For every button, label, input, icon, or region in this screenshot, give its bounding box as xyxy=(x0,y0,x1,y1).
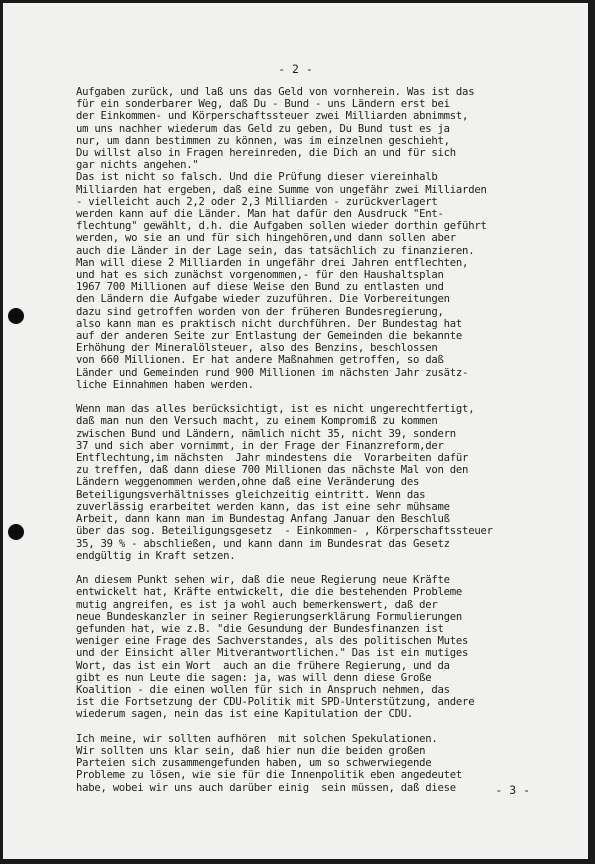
text-line: endgültig in Kraft setzen. xyxy=(76,549,236,562)
text-line: habe, wobei wir uns auch darüber einig sein müssen, daß diese xyxy=(76,781,456,794)
text-line: Parteien sich zusammengefunden haben, um so schwerwiegende xyxy=(76,757,432,770)
text-line: wiederum sagen, nein das ist eine Kapitulation der CDU. xyxy=(76,708,414,721)
text-line: Wir sollten uns klar sein, daß hier nun die beiden großen xyxy=(76,744,426,757)
document-page xyxy=(3,3,588,859)
text-line: von 660 Millionen. Er hat andere Maßnahmen getroffen, so daß xyxy=(76,354,444,367)
text-line: der Einkommen- und Körperschaftssteuer zwei Milliarden abnimmst, xyxy=(76,110,469,123)
text-line: Koalition - die einen wollen für sich in Anspruch nehmen, das xyxy=(76,683,450,696)
text-line: Arbeit, dann kann man im Bundestag Anfang Januar den Beschluß xyxy=(76,513,450,526)
text-line: gefunden hat, wie z.B. "die Gesundung der Bundesfinanzen ist xyxy=(76,622,444,635)
text-line: ist die Fortsetzung der CDU-Politik mit SPD-Unterstützung, andere xyxy=(76,696,475,709)
text-line: 35, 39 % - abschließen, und kann dann im Bundesrat das Gesetz xyxy=(76,537,450,550)
text-line: Man will diese 2 Milliarden in ungefähr drei Jahren entflechten, xyxy=(76,256,469,269)
text-line: Du willst also in Fragen hereinreden, die Dich an und für sich xyxy=(76,147,456,160)
text-line: um uns nachher wiederum das Geld zu geben, Du Bund tust es ja xyxy=(76,122,450,135)
text-line: weniger eine Frage des Sachverstandes, als des politischen Mutes xyxy=(76,635,469,648)
text-line: über das sog. Beteiligungsgesetz - Einkommen- , Körperschaftssteuer xyxy=(76,525,493,538)
text-line: Aufgaben zurück, und laß uns das Geld von vornherein. Was ist das xyxy=(76,86,475,98)
text-line: und hat es sich zunächst vorgenommen,- für den Haushaltsplan xyxy=(76,269,444,282)
text-line: Wort, das ist ein Wort auch an die frühere Regierung, und da xyxy=(76,659,450,672)
text-line: werden kann auf die Länder. Man hat dafür den Ausdruck "Ent- xyxy=(76,208,444,221)
text-line: für ein sonderbarer Weg, daß Du - Bund - uns Ländern erst bei xyxy=(76,98,450,111)
text-line: mutig angreifen, es ist ja wohl auch bemerkenswert, daß der xyxy=(76,598,438,611)
text-line: nur, um dann bestimmen zu können, was im einzelnen geschieht, xyxy=(76,134,450,147)
text-line: zuverlässig erarbeitet werden kann, das ist eine sehr mühsame xyxy=(76,500,450,513)
text-line: 1967 700 Millionen auf diese Weise den Bund zu entlasten und xyxy=(76,281,444,294)
page-number: - 2 - xyxy=(278,62,313,76)
punch-hole-top xyxy=(8,308,24,324)
text-line: gar nichts angehen." xyxy=(76,159,199,172)
text-line: Milliarden hat ergeben, daß eine Summe von ungefähr zwei Milliarden xyxy=(76,183,487,196)
paragraph xyxy=(76,86,576,391)
text-line: flechtung" gewählt, d.h. die Aufgaben sollen wieder dorthin geführt xyxy=(76,220,487,233)
paragraph xyxy=(76,574,576,720)
text-line: Das ist nicht so falsch. Und die Prüfung dieser viereinhalb xyxy=(76,171,438,184)
text-line: Erhöhung der Mineralölsteuer, also des Benzins, beschlossen xyxy=(76,342,438,355)
text-line: Beteiligungsverhältnisses gleichzeitig eintritt. Wenn das xyxy=(76,488,426,501)
text-line: dazu sind getroffen worden von der früheren Bundesregierung, xyxy=(76,305,444,318)
punch-hole-bottom xyxy=(8,524,24,540)
text-line: Wenn man das alles berücksichtigt, ist es nicht ungerechtfertigt, xyxy=(76,403,475,416)
text-line: und der Einsicht aller Mitverantwortlichen." Das ist ein mutiges xyxy=(76,647,469,660)
text-line: liche Einnahmen haben werden. xyxy=(76,378,254,391)
text-line: An diesem Punkt sehen wir, daß die neue Regierung neue Kräfte xyxy=(76,574,450,587)
text-line: entwickelt hat, Kräfte entwickelt, die die bestehenden Probleme xyxy=(76,586,463,599)
text-line: zu treffen, daß dann diese 700 Millionen das nächste Mal von den xyxy=(76,464,469,477)
text-line: Entflechtung,im nächsten Jahr mindestens die Vorarbeiten dafür xyxy=(76,452,469,465)
text-line: zwischen Bund und Ländern, nämlich nicht 35, nicht 39, sondern xyxy=(76,427,456,440)
text-line: den Ländern die Aufgabe wieder zuzuführen. Die Vorbereitungen xyxy=(76,293,450,306)
text-line: neue Bundeskanzler in seiner Regierungserklärung Formulierungen xyxy=(76,610,463,623)
text-line: Ich meine, wir sollten aufhören mit solchen Spekulationen. xyxy=(76,732,438,745)
text-line: Probleme zu lösen, wie sie für die Innenpolitik eben angedeutet xyxy=(76,769,463,782)
text-line: auch die Länder in der Lage sein, das tatsächlich zu finanzieren. xyxy=(76,244,475,257)
text-line: auf der anderen Seite zur Entlastung der Gemeinden die bekannte xyxy=(76,330,463,343)
next-page-marker: - 3 - xyxy=(495,783,530,797)
body-text xyxy=(76,86,576,806)
text-line: also kann man es praktisch nicht durchführen. Der Bundestag hat xyxy=(76,317,463,330)
text-line: gibt es nun Leute die sagen: ja, was will denn diese Große xyxy=(76,671,432,684)
text-line: daß man nun den Versuch macht, zu einem Kompromiß zu kommen xyxy=(76,415,438,428)
paragraph xyxy=(76,403,576,562)
text-line: werden, wo sie an und für sich hingehören,und dann sollen aber xyxy=(76,232,456,245)
text-line: 37 und sich aber vornimmt, in der Frage der Finanzreform,der xyxy=(76,439,444,452)
text-line: - vielleicht auch 2,2 oder 2,3 Milliarden - zurückverlagert xyxy=(76,195,438,208)
text-line: Ländern weggenommen werden,ohne daß eine Veränderung des xyxy=(76,476,420,489)
text-line: Länder und Gemeinden rund 900 Millionen im nächsten Jahr zusätz- xyxy=(76,366,469,379)
